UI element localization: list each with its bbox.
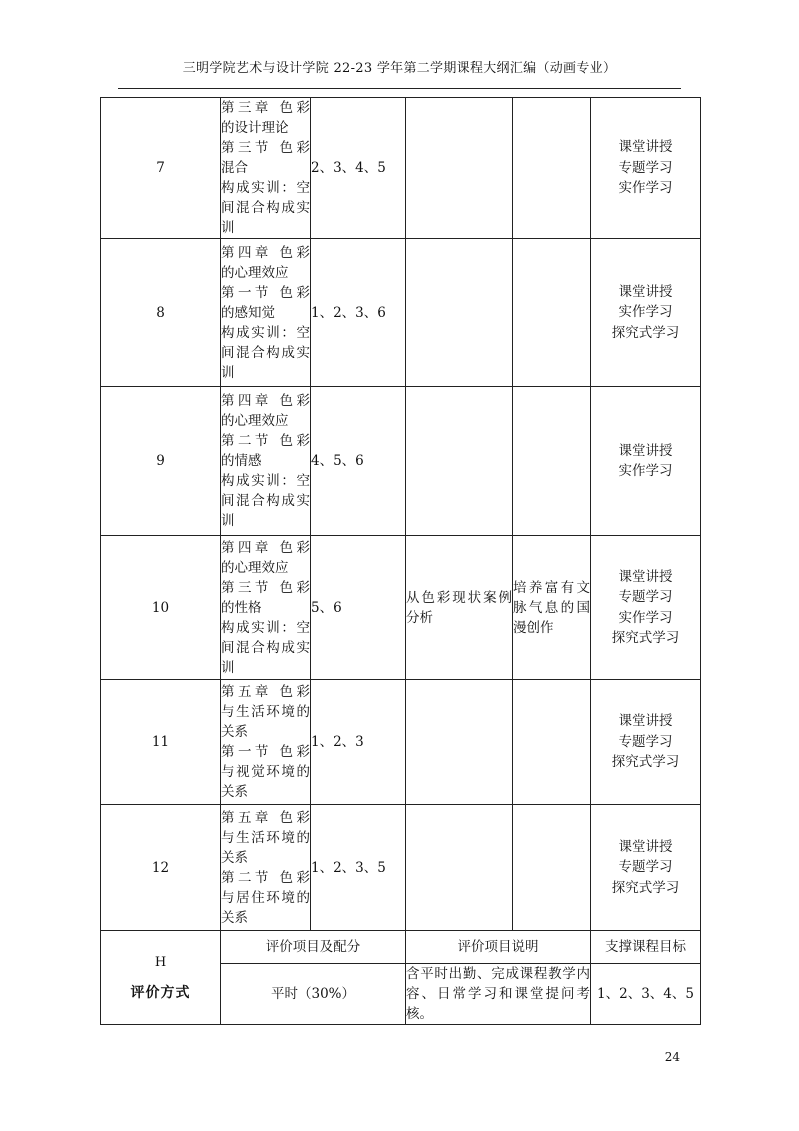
eval-desc-cell: 含平时出勤、完成课程教学内容、日常学习和课堂提问考核。 [406,964,591,1025]
content-line: 间混合构成实 [221,493,310,509]
content-line: 训 [221,513,235,529]
content-line: 关系 [221,909,248,926]
content-line: 训 [221,659,235,676]
ideological-element [513,387,591,536]
teaching-content [221,805,311,931]
method-item: 探究式学习 [611,630,680,646]
week-number: 7 [101,98,221,239]
teaching-methods [591,680,701,805]
teaching-content [221,98,311,239]
content-line: 的心理效应 [221,413,289,429]
content-line: 关系 [221,849,248,866]
content-line: 的情感 [221,453,262,469]
method-item: 专题学习 [618,733,673,750]
content-line: 与生活环境的 [221,704,310,720]
content-line: 第三节 色彩 [221,140,310,156]
method-item: 课堂讲授 [618,139,673,156]
case-analysis [406,680,513,805]
content-line: 间混合构成实 [221,639,310,656]
week-row [101,387,701,536]
content-line: 与生活环境的 [221,829,310,846]
content-line: 与视觉环境的 [221,764,310,780]
case-analysis [406,239,513,387]
week-row [101,536,701,680]
content-line: 的性格 [221,599,262,616]
content-line: 构成实训：空 [221,473,310,489]
teaching-methods [591,239,701,387]
content-line: 构成实训：空 [221,324,310,341]
week-row [101,805,701,931]
week-number: 9 [101,387,221,536]
eval-goal-cell: 1、2、3、4、5 [591,964,701,1025]
content-line: 第四章 色彩 [221,244,310,261]
syllabus-table [100,97,701,1025]
section-title: 评价方式 [130,984,191,1001]
method-item: 专题学习 [618,159,673,176]
teaching-methods [591,98,701,239]
method-item: 探究式学习 [611,879,680,896]
course-objectives: 5、6 [311,536,406,680]
week-number: 10 [101,536,221,680]
case-analysis [406,805,513,931]
method-item: 实作学习 [618,463,673,479]
week-row [101,98,701,239]
method-item: 专题学习 [618,859,673,876]
case-analysis: 从色彩现状案例分析 [406,536,513,680]
teaching-content [221,387,311,536]
ideological-element [513,98,591,239]
eval-item-header: 评价项目及配分 [221,931,406,964]
method-item: 课堂讲授 [618,838,673,855]
week-number: 12 [101,805,221,931]
content-line: 间混合构成实 [221,344,310,361]
eval-item-cell: 平时（30%） [221,964,406,1025]
ideological-element [513,680,591,805]
page-header: 三明学院艺术与设计学院 22-23 学年第二学期课程大纲汇编（动画专业） [182,61,617,76]
ideological-element [513,239,591,387]
content-line: 关系 [221,724,248,740]
content-line: 间混合构成实 [221,200,310,216]
content-line: 构成实训：空 [221,619,310,636]
evaluation-section-label [101,931,221,1025]
content-line: 关系 [221,784,248,800]
teaching-content [221,680,311,805]
page-number: 24 [664,1050,680,1064]
content-line: 的设计理论 [221,120,289,136]
week-row [101,239,701,387]
method-item: 实作学习 [618,304,673,321]
teaching-methods [591,536,701,680]
content-line: 与居住环境的 [221,889,310,906]
method-item: 课堂讲授 [618,442,673,459]
content-line: 第三章 色彩 [221,100,310,116]
method-item: 探究式学习 [611,324,680,341]
content-line: 构成实训：空 [221,180,310,196]
header-rule [118,88,681,89]
course-objectives: 1、2、3、6 [311,239,406,387]
section-letter: H [154,954,167,970]
week-row [101,680,701,805]
course-objectives: 1、2、3、5 [311,805,406,931]
content-line: 训 [221,220,235,236]
method-item: 实作学习 [618,180,673,197]
content-line: 第四章 色彩 [221,539,310,556]
week-number: 11 [101,680,221,805]
content-line: 第二节 色彩 [221,433,310,449]
content-line: 第一节 色彩 [221,284,310,301]
teaching-content [221,239,311,387]
content-line: 的感知觉 [221,304,275,321]
content-line: 第二节 色彩 [221,869,310,886]
content-line: 的心理效应 [221,264,289,281]
content-line: 混合 [221,160,248,176]
case-analysis [406,98,513,239]
ideological-element: 培养富有文脉气息的国漫创作 [513,536,591,680]
eval-desc-header: 评价项目说明 [406,931,591,964]
content-line: 第四章 色彩 [221,393,310,409]
content-line: 第五章 色彩 [221,809,310,826]
eval-goal-header: 支撑课程目标 [591,931,701,964]
teaching-content [221,536,311,680]
method-item: 课堂讲授 [618,568,673,585]
week-number: 8 [101,239,221,387]
content-line: 第一节 色彩 [221,744,310,760]
teaching-methods [591,805,701,931]
method-item: 课堂讲授 [618,283,673,300]
case-analysis [406,387,513,536]
method-item: 探究式学习 [611,754,680,771]
teaching-methods [591,387,701,536]
content-line: 的心理效应 [221,559,289,576]
course-objectives: 1、2、3 [311,680,406,805]
course-objectives: 2、3、4、5 [311,98,406,239]
course-objectives: 4、5、6 [311,387,406,536]
content-line: 训 [221,364,235,381]
ideological-element [513,805,591,931]
method-item: 实作学习 [618,609,673,626]
content-line: 第三节 色彩 [221,579,310,596]
evaluation-header-row [101,931,701,964]
method-item: 课堂讲授 [618,713,673,730]
method-item: 专题学习 [618,589,673,605]
content-line: 第五章 色彩 [221,684,310,700]
